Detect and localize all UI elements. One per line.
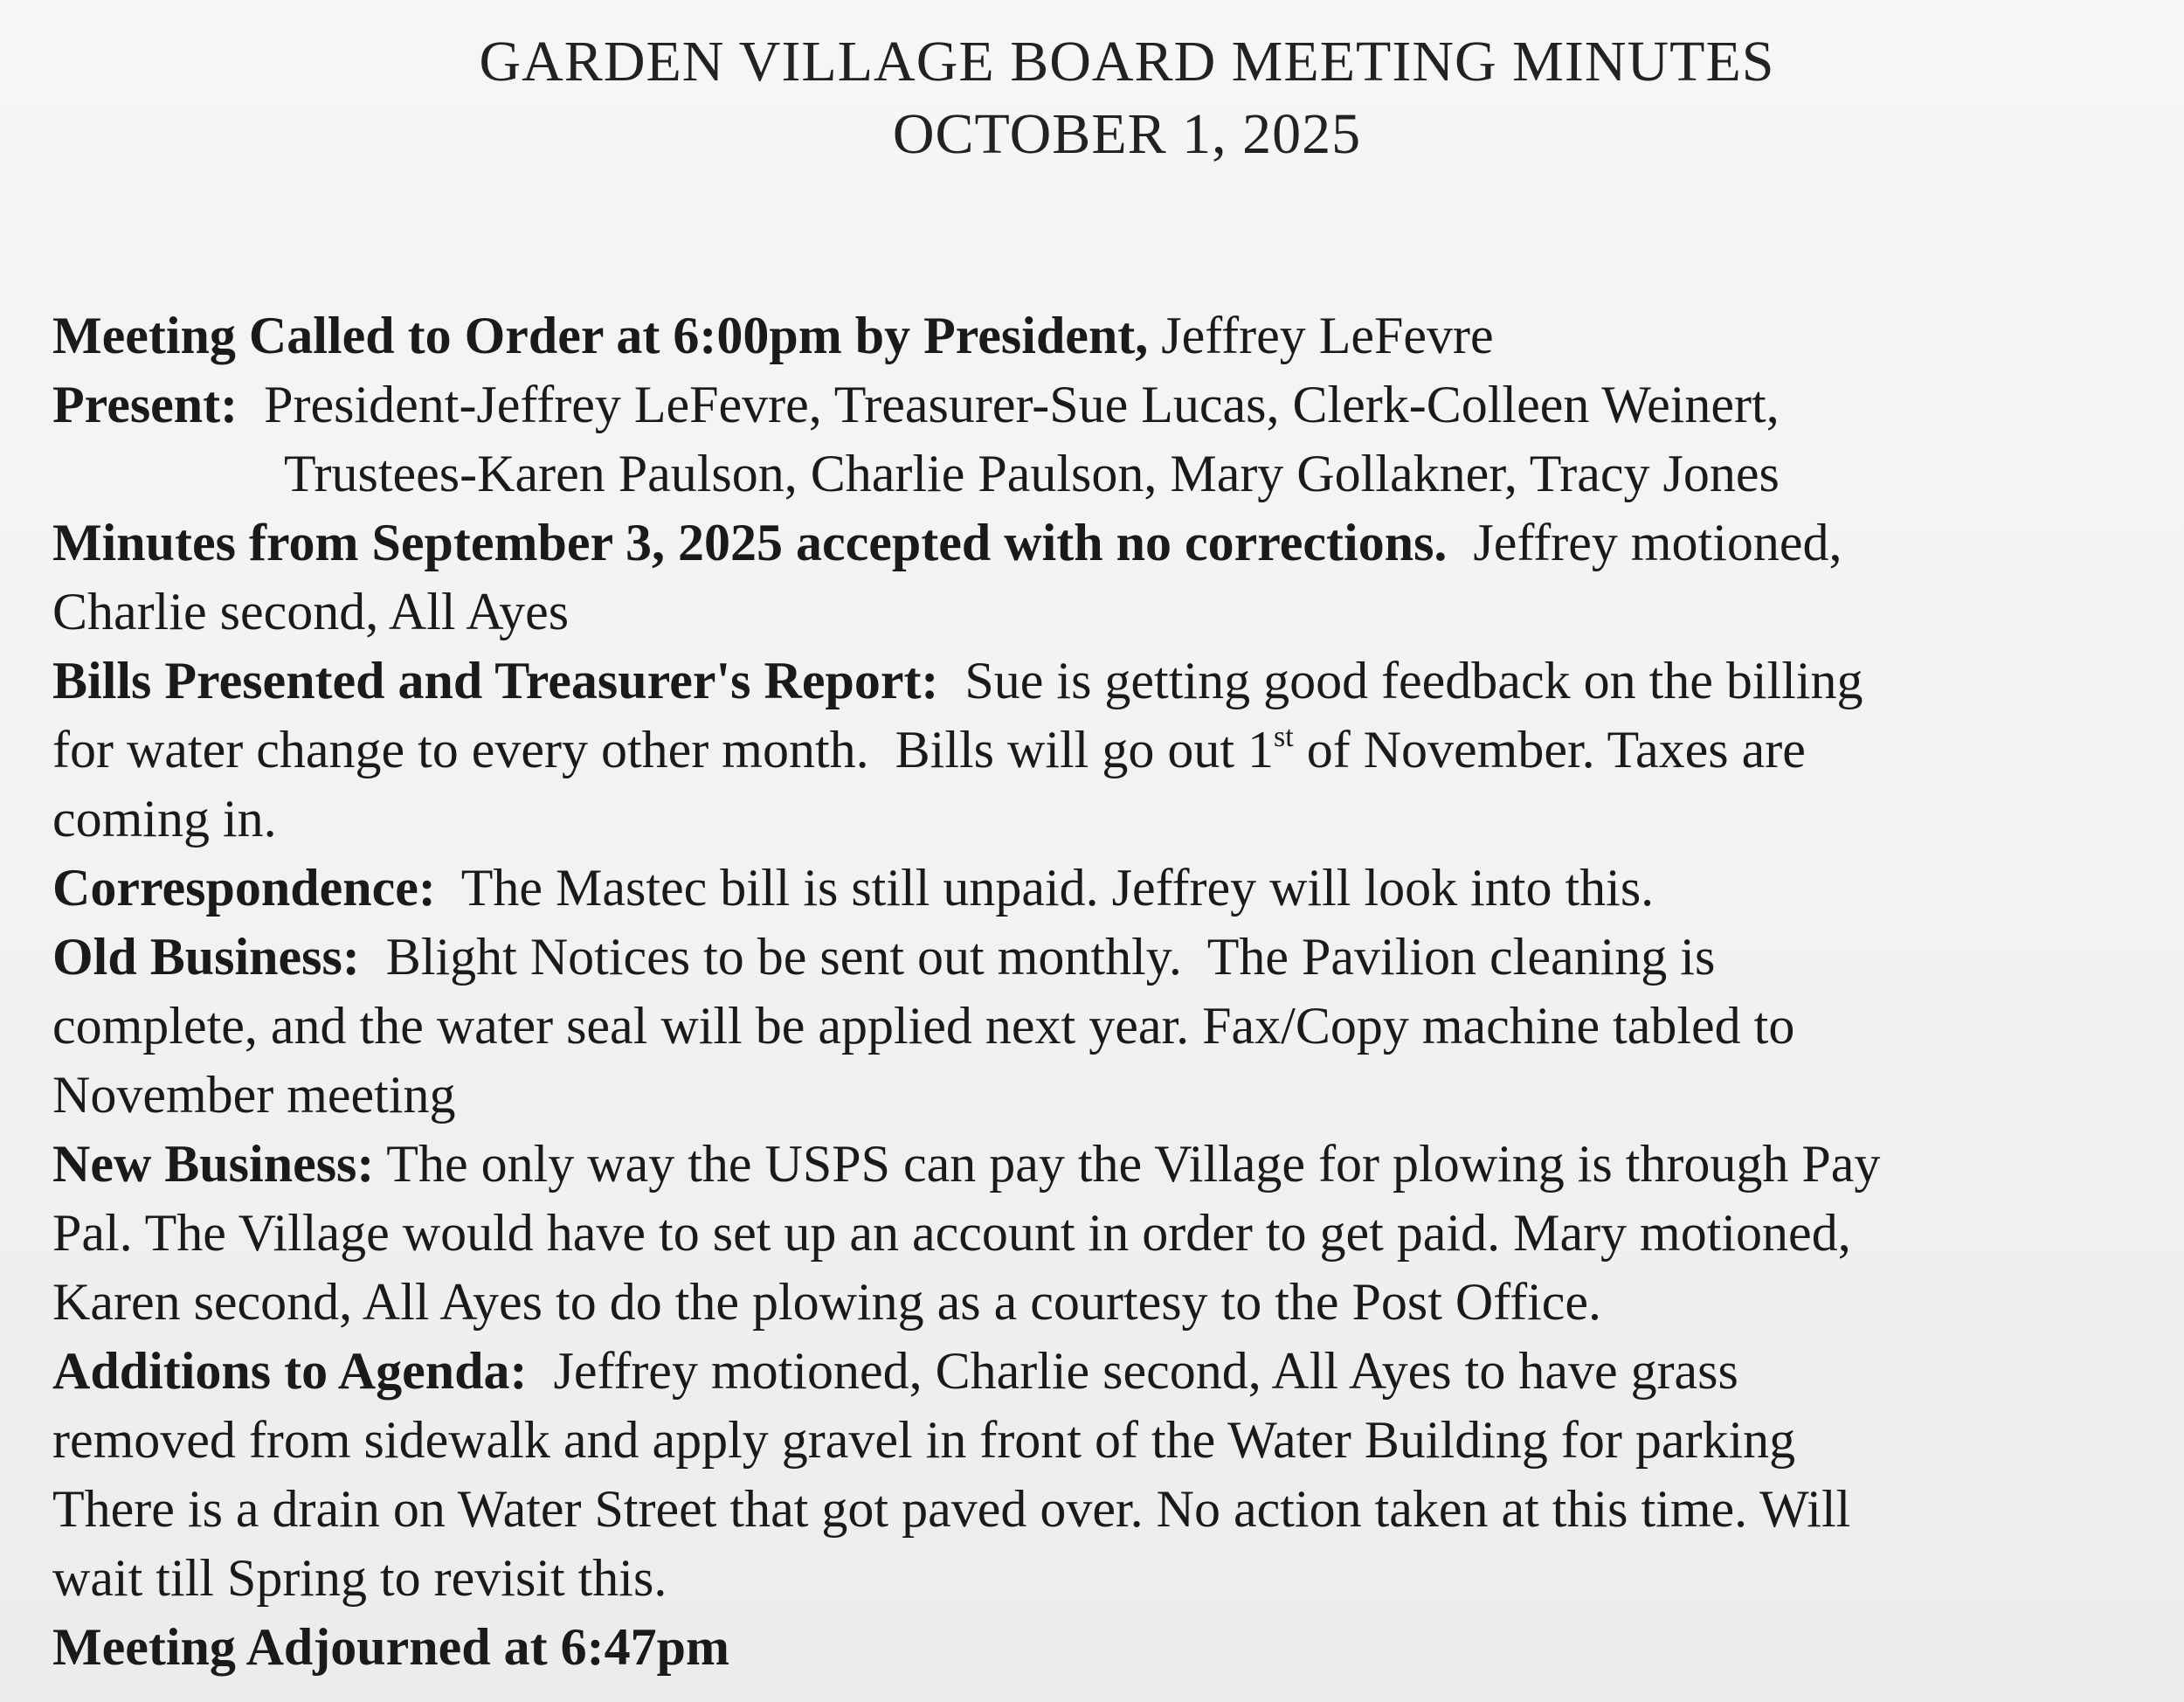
old-business-line [52,923,2149,992]
old-business-line-3: November meeting [52,1066,456,1124]
new-business-line-3: Karen second, All Ayes to do the plowing as a courtesy to the Post Office. [52,1273,1602,1331]
call-to-order-text: Jeffrey LeFevre [1148,307,1494,364]
additions-text: Jeffrey motioned, Charlie second, All Ayes to have grass [527,1342,1738,1400]
additions-line-4: wait till Spring to revisit this. [52,1549,667,1607]
additions-line [52,1337,2149,1406]
additions-line-2: removed from sidewalk and apply gravel in front of the Water Building for parking [52,1411,1796,1469]
additions-line-3: There is a drain on Water Street that got paved over. No action taken at this time. Will [52,1480,1851,1538]
call-to-order-label: Meeting Called to Order at 6:00pm by President, [52,307,1149,364]
ordinal-suffix: st [1274,721,1294,753]
prior-minutes-line-continued: Charlie second, All Ayes [52,583,570,640]
prior-minutes-text: Jeffrey motioned, [1447,514,1842,571]
new-business-label: New Business: [52,1135,375,1193]
old-business-label: Old Business: [52,928,360,986]
bills-line-3: coming in. [52,790,277,848]
correspondence-label: Correspondence: [52,859,436,917]
new-business-text: The only way the USPS can pay the Village for plowing is through Pay [374,1135,1881,1193]
old-business-line-2: complete, and the water seal will be applied next year. Fax/Copy machine tabled to [52,997,1795,1055]
additions-label: Additions to Agenda: [52,1342,528,1400]
present-label: Present: [52,376,238,433]
adjourned-label: Meeting Adjourned at 6:47pm [52,1618,729,1676]
bills-text-2a: for water change to every other month. Bills will go out 1 [52,721,1275,778]
bills-line [52,647,2149,716]
old-business-text: Blight Notices to be sent out monthly. The Pavilion cleaning is [359,928,1716,986]
correspondence-line [52,854,2149,923]
call-to-order-line [52,301,2149,370]
bills-text-2b: of November. Taxes are [1293,721,1806,778]
new-business-line-2: Pal. The Village would have to set up an account in order to get paid. Mary motioned, [52,1204,1851,1262]
minutes-body [52,301,2149,1682]
document-title: GARDEN VILLAGE BOARD MEETING MINUTES [479,30,1775,93]
correspondence-text: The Mastec bill is still unpaid. Jeffrey will look into this. [435,859,1655,917]
bills-label: Bills Presented and Treasurer's Report: [52,652,939,709]
meeting-date: OCTOBER 1, 2025 [892,102,1362,166]
prior-minutes-line [52,509,2149,578]
present-text: President-Jeffrey LeFevre, Treasurer-Sue Lucas, Clerk-Colleen Weinert, [238,376,1780,433]
present-line-continued: Trustees-Karen Paulson, Charlie Paulson, Mary Gollakner, Tracy Jones [284,445,1780,502]
adjourned-line [52,1613,2149,1682]
bills-text: Sue is getting good feedback on the billing [938,652,1863,709]
prior-minutes-label: Minutes from September 3, 2025 accepted with no corrections. [52,514,1448,571]
document-header [0,26,2184,171]
new-business-line [52,1130,2149,1199]
bills-line-2 [52,716,2149,785]
present-line [52,370,2149,439]
